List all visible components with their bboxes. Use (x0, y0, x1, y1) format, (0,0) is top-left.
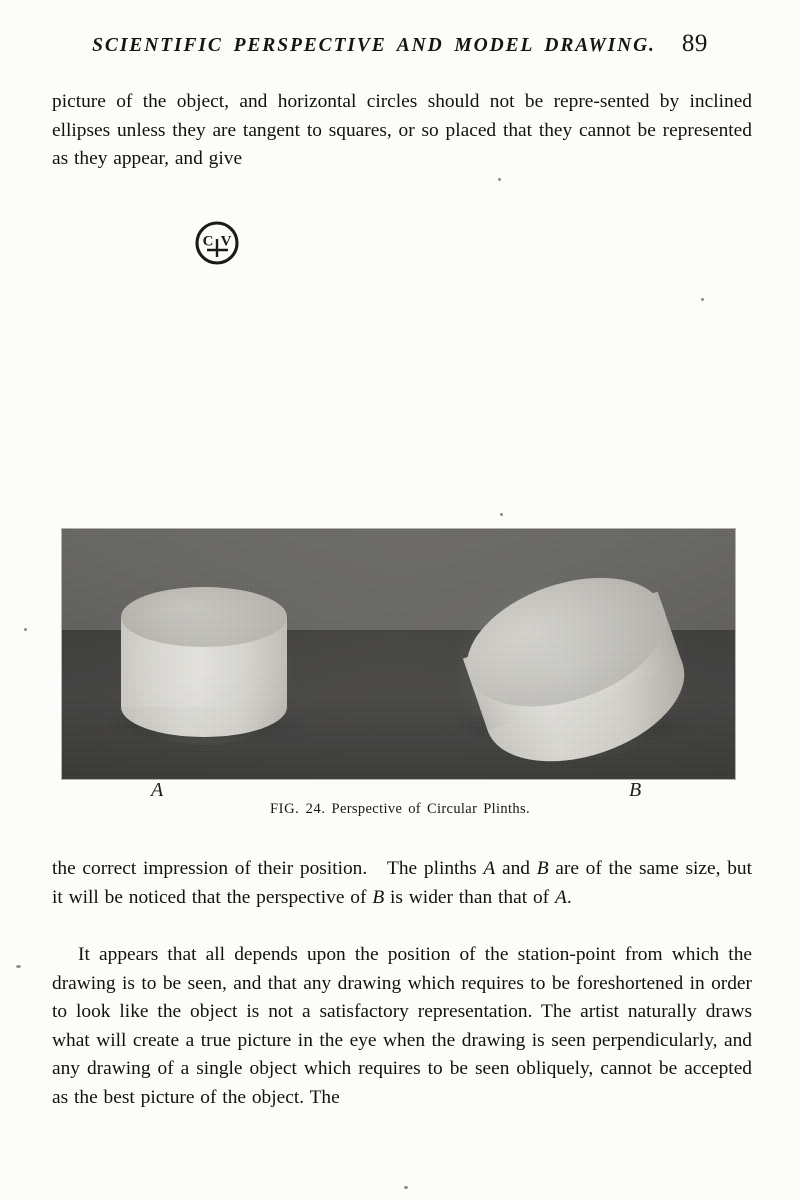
figure-caption (0, 801, 800, 818)
figure-caption-text: Perspective of Circular Plinths. (331, 801, 530, 817)
library-stamp (193, 219, 241, 267)
figure-label-b: B (629, 779, 642, 801)
figure-number: FIG. 24. (270, 801, 326, 817)
scan-speck (404, 1186, 408, 1189)
svg-text:V: V (220, 233, 232, 250)
figure-24 (62, 529, 735, 779)
scan-speck (701, 298, 704, 301)
photo-grain (62, 529, 735, 779)
figure-photograph (62, 529, 735, 779)
paragraph-bottom: It appears that all depends upon the position of the station-point from which the drawing is to be seen, and that any drawing which requires to be foreshortened in order to look like the object is not a satisfactory representation. The artist naturally draws what will create a true picture in the eye when the drawing is seen perpendicularly, and any drawing of a single object which requires to be seen obliquely, cannot be accepted as the best picture of the object. The (52, 944, 752, 1108)
page-number: 89 (681, 30, 708, 57)
scan-speck (500, 513, 503, 516)
running-head-title: SCIENTIFIC PERSPECTIVE AND MODEL DRAWING. (92, 35, 656, 56)
paragraph-top: picture of the object, and horizontal circles should not be repre-sented by inclined ellipses unless they are tangent to squares, or so placed that they cannot be represented as they appear, and give (52, 91, 752, 170)
scan-speck (16, 965, 21, 968)
paragraph-middle: the correct impression of their position. The plinths A and B are of the same size, but it will be noticed that the perspective of B is wider than that of A. (52, 858, 752, 908)
running-head (0, 30, 800, 64)
figure-label-a: A (151, 779, 164, 801)
scan-speck (498, 178, 501, 181)
svg-text:C: C (202, 233, 214, 250)
scan-speck (24, 628, 27, 631)
